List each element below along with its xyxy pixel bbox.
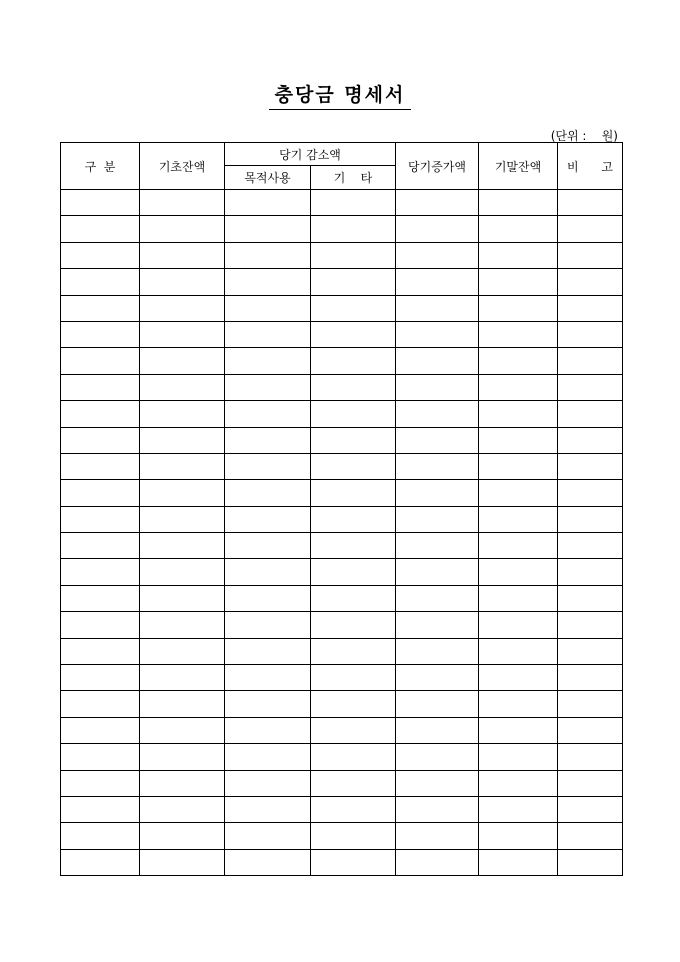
table-row xyxy=(61,665,623,691)
cell-current-increase xyxy=(396,453,479,479)
cell-category xyxy=(61,216,140,242)
cell-opening-balance xyxy=(140,638,225,664)
cell-remarks xyxy=(558,216,623,242)
cell-opening-balance xyxy=(140,480,225,506)
cell-decrease-other xyxy=(311,796,396,822)
cell-remarks xyxy=(558,585,623,611)
cell-closing-balance xyxy=(479,823,558,849)
cell-decrease-other xyxy=(311,585,396,611)
cell-category xyxy=(61,242,140,268)
table-row xyxy=(61,401,623,427)
table-row xyxy=(61,559,623,585)
cell-remarks xyxy=(558,321,623,347)
unit-label: (단위 : 원) xyxy=(550,129,618,143)
cell-opening-balance xyxy=(140,559,225,585)
cell-remarks xyxy=(558,770,623,796)
cell-current-increase xyxy=(396,744,479,770)
cell-closing-balance xyxy=(479,190,558,216)
cell-current-increase xyxy=(396,823,479,849)
cell-decrease-purpose-use xyxy=(225,585,311,611)
cell-current-increase xyxy=(396,506,479,532)
table-row xyxy=(61,216,623,242)
cell-category xyxy=(61,823,140,849)
cell-closing-balance xyxy=(479,480,558,506)
header-closing-balance: 기말잔액 xyxy=(479,143,558,190)
cell-closing-balance xyxy=(479,612,558,638)
cell-decrease-purpose-use xyxy=(225,216,311,242)
table-row xyxy=(61,823,623,849)
cell-decrease-purpose-use xyxy=(225,823,311,849)
cell-decrease-purpose-use xyxy=(225,849,311,875)
table-row xyxy=(61,427,623,453)
cell-current-increase xyxy=(396,216,479,242)
cell-decrease-other xyxy=(311,612,396,638)
cell-closing-balance xyxy=(479,506,558,532)
cell-category xyxy=(61,321,140,347)
cell-closing-balance xyxy=(479,242,558,268)
cell-category xyxy=(61,770,140,796)
cell-closing-balance xyxy=(479,348,558,374)
header-current-increase: 당기증가액 xyxy=(396,143,479,190)
cell-current-increase xyxy=(396,665,479,691)
cell-remarks xyxy=(558,849,623,875)
table-row xyxy=(61,796,623,822)
cell-decrease-purpose-use xyxy=(225,480,311,506)
cell-current-increase xyxy=(396,190,479,216)
cell-category xyxy=(61,559,140,585)
cell-opening-balance xyxy=(140,823,225,849)
cell-remarks xyxy=(558,533,623,559)
cell-remarks xyxy=(558,374,623,400)
cell-decrease-other xyxy=(311,744,396,770)
cell-decrease-other xyxy=(311,533,396,559)
cell-decrease-purpose-use xyxy=(225,796,311,822)
cell-current-increase xyxy=(396,638,479,664)
table-row xyxy=(61,374,623,400)
table-row xyxy=(61,295,623,321)
cell-remarks xyxy=(558,612,623,638)
cell-current-increase xyxy=(396,533,479,559)
cell-remarks xyxy=(558,691,623,717)
header-remarks: 비 고 xyxy=(558,143,623,190)
cell-decrease-other xyxy=(311,242,396,268)
cell-decrease-other xyxy=(311,216,396,242)
cell-current-increase xyxy=(396,269,479,295)
cell-closing-balance xyxy=(479,374,558,400)
cell-decrease-purpose-use xyxy=(225,533,311,559)
cell-decrease-purpose-use xyxy=(225,427,311,453)
cell-decrease-purpose-use xyxy=(225,612,311,638)
cell-decrease-purpose-use xyxy=(225,559,311,585)
cell-current-increase xyxy=(396,691,479,717)
cell-opening-balance xyxy=(140,533,225,559)
cell-decrease-purpose-use xyxy=(225,506,311,532)
cell-category xyxy=(61,717,140,743)
table-row xyxy=(61,321,623,347)
cell-decrease-other xyxy=(311,480,396,506)
table-row xyxy=(61,638,623,664)
cell-closing-balance xyxy=(479,849,558,875)
cell-closing-balance xyxy=(479,533,558,559)
cell-closing-balance xyxy=(479,665,558,691)
cell-opening-balance xyxy=(140,717,225,743)
cell-decrease-purpose-use xyxy=(225,691,311,717)
cell-remarks xyxy=(558,427,623,453)
cell-opening-balance xyxy=(140,796,225,822)
cell-remarks xyxy=(558,190,623,216)
cell-closing-balance xyxy=(479,717,558,743)
cell-category xyxy=(61,269,140,295)
cell-decrease-other xyxy=(311,348,396,374)
cell-decrease-purpose-use xyxy=(225,401,311,427)
cell-current-increase xyxy=(396,585,479,611)
cell-decrease-other xyxy=(311,691,396,717)
cell-opening-balance xyxy=(140,849,225,875)
cell-closing-balance xyxy=(479,427,558,453)
cell-decrease-other xyxy=(311,453,396,479)
cell-current-increase xyxy=(396,427,479,453)
cell-opening-balance xyxy=(140,744,225,770)
cell-category xyxy=(61,638,140,664)
cell-closing-balance xyxy=(479,691,558,717)
cell-opening-balance xyxy=(140,295,225,321)
cell-category xyxy=(61,533,140,559)
cell-decrease-other xyxy=(311,717,396,743)
cell-closing-balance xyxy=(479,744,558,770)
cell-remarks xyxy=(558,665,623,691)
cell-opening-balance xyxy=(140,269,225,295)
cell-decrease-purpose-use xyxy=(225,269,311,295)
cell-category xyxy=(61,744,140,770)
cell-current-increase xyxy=(396,770,479,796)
cell-current-increase xyxy=(396,401,479,427)
cell-decrease-other xyxy=(311,374,396,400)
cell-closing-balance xyxy=(479,638,558,664)
cell-closing-balance xyxy=(479,321,558,347)
cell-current-increase xyxy=(396,295,479,321)
cell-category xyxy=(61,190,140,216)
cell-decrease-other xyxy=(311,770,396,796)
cell-decrease-other xyxy=(311,506,396,532)
table-row xyxy=(61,585,623,611)
cell-category xyxy=(61,348,140,374)
cell-decrease-other xyxy=(311,823,396,849)
cell-opening-balance xyxy=(140,401,225,427)
cell-category xyxy=(61,401,140,427)
cell-decrease-purpose-use xyxy=(225,321,311,347)
table-row xyxy=(61,348,623,374)
cell-current-increase xyxy=(396,321,479,347)
cell-current-increase xyxy=(396,348,479,374)
cell-opening-balance xyxy=(140,585,225,611)
cell-remarks xyxy=(558,480,623,506)
cell-closing-balance xyxy=(479,269,558,295)
table-row xyxy=(61,242,623,268)
cell-remarks xyxy=(558,506,623,532)
cell-closing-balance xyxy=(479,585,558,611)
table-row xyxy=(61,849,623,875)
cell-opening-balance xyxy=(140,453,225,479)
header-decrease-other: 기 타 xyxy=(311,166,396,190)
cell-opening-balance xyxy=(140,190,225,216)
cell-remarks xyxy=(558,744,623,770)
table-row xyxy=(61,612,623,638)
cell-category xyxy=(61,453,140,479)
cell-closing-balance xyxy=(479,453,558,479)
document-title-text: 충당금 명세서 xyxy=(269,80,412,110)
cell-decrease-other xyxy=(311,427,396,453)
cell-decrease-purpose-use xyxy=(225,348,311,374)
cell-opening-balance xyxy=(140,242,225,268)
cell-category xyxy=(61,506,140,532)
cell-decrease-other xyxy=(311,665,396,691)
cell-decrease-purpose-use xyxy=(225,770,311,796)
cell-opening-balance xyxy=(140,770,225,796)
cell-current-increase xyxy=(396,480,479,506)
cell-decrease-purpose-use xyxy=(225,744,311,770)
table-row xyxy=(61,190,623,216)
cell-closing-balance xyxy=(479,216,558,242)
cell-remarks xyxy=(558,242,623,268)
header-current-decrease: 당기 감소액 xyxy=(225,143,396,166)
table-row xyxy=(61,770,623,796)
cell-closing-balance xyxy=(479,295,558,321)
cell-category xyxy=(61,427,140,453)
table-row xyxy=(61,269,623,295)
cell-remarks xyxy=(558,717,623,743)
cell-closing-balance xyxy=(479,401,558,427)
cell-decrease-purpose-use xyxy=(225,717,311,743)
cell-category xyxy=(61,295,140,321)
cell-decrease-purpose-use xyxy=(225,374,311,400)
cell-opening-balance xyxy=(140,216,225,242)
cell-decrease-other xyxy=(311,638,396,664)
provision-statement-table xyxy=(60,142,623,876)
cell-opening-balance xyxy=(140,374,225,400)
cell-category xyxy=(61,374,140,400)
table-row xyxy=(61,717,623,743)
cell-opening-balance xyxy=(140,348,225,374)
table-row xyxy=(61,453,623,479)
cell-category xyxy=(61,691,140,717)
table-row xyxy=(61,744,623,770)
cell-opening-balance xyxy=(140,321,225,347)
table-body xyxy=(61,190,623,876)
cell-remarks xyxy=(558,796,623,822)
cell-category xyxy=(61,612,140,638)
cell-remarks xyxy=(558,453,623,479)
cell-remarks xyxy=(558,638,623,664)
cell-category xyxy=(61,796,140,822)
header-opening-balance: 기초잔액 xyxy=(140,143,225,190)
header-decrease-purpose-use: 목적사용 xyxy=(225,166,311,190)
header-category: 구 분 xyxy=(61,143,140,190)
cell-current-increase xyxy=(396,374,479,400)
cell-remarks xyxy=(558,348,623,374)
cell-decrease-purpose-use xyxy=(225,453,311,479)
cell-opening-balance xyxy=(140,665,225,691)
cell-closing-balance xyxy=(479,796,558,822)
cell-current-increase xyxy=(396,559,479,585)
table-row xyxy=(61,533,623,559)
cell-current-increase xyxy=(396,796,479,822)
cell-category xyxy=(61,665,140,691)
cell-remarks xyxy=(558,823,623,849)
cell-current-increase xyxy=(396,849,479,875)
table-row xyxy=(61,506,623,532)
cell-decrease-purpose-use xyxy=(225,665,311,691)
cell-decrease-purpose-use xyxy=(225,190,311,216)
cell-opening-balance xyxy=(140,612,225,638)
cell-remarks xyxy=(558,295,623,321)
cell-decrease-purpose-use xyxy=(225,295,311,321)
cell-category xyxy=(61,585,140,611)
cell-current-increase xyxy=(396,717,479,743)
cell-decrease-other xyxy=(311,295,396,321)
cell-decrease-other xyxy=(311,269,396,295)
cell-opening-balance xyxy=(140,691,225,717)
cell-remarks xyxy=(558,401,623,427)
cell-category xyxy=(61,480,140,506)
table-row xyxy=(61,691,623,717)
cell-current-increase xyxy=(396,242,479,268)
cell-decrease-other xyxy=(311,559,396,585)
cell-category xyxy=(61,849,140,875)
cell-remarks xyxy=(558,269,623,295)
cell-decrease-other xyxy=(311,849,396,875)
cell-opening-balance xyxy=(140,427,225,453)
cell-decrease-purpose-use xyxy=(225,638,311,664)
cell-remarks xyxy=(558,559,623,585)
cell-decrease-purpose-use xyxy=(225,242,311,268)
cell-opening-balance xyxy=(140,506,225,532)
cell-current-increase xyxy=(396,612,479,638)
cell-closing-balance xyxy=(479,770,558,796)
cell-decrease-other xyxy=(311,190,396,216)
cell-decrease-other xyxy=(311,401,396,427)
cell-closing-balance xyxy=(479,559,558,585)
cell-decrease-other xyxy=(311,321,396,347)
document-title xyxy=(0,80,680,110)
table-row xyxy=(61,480,623,506)
